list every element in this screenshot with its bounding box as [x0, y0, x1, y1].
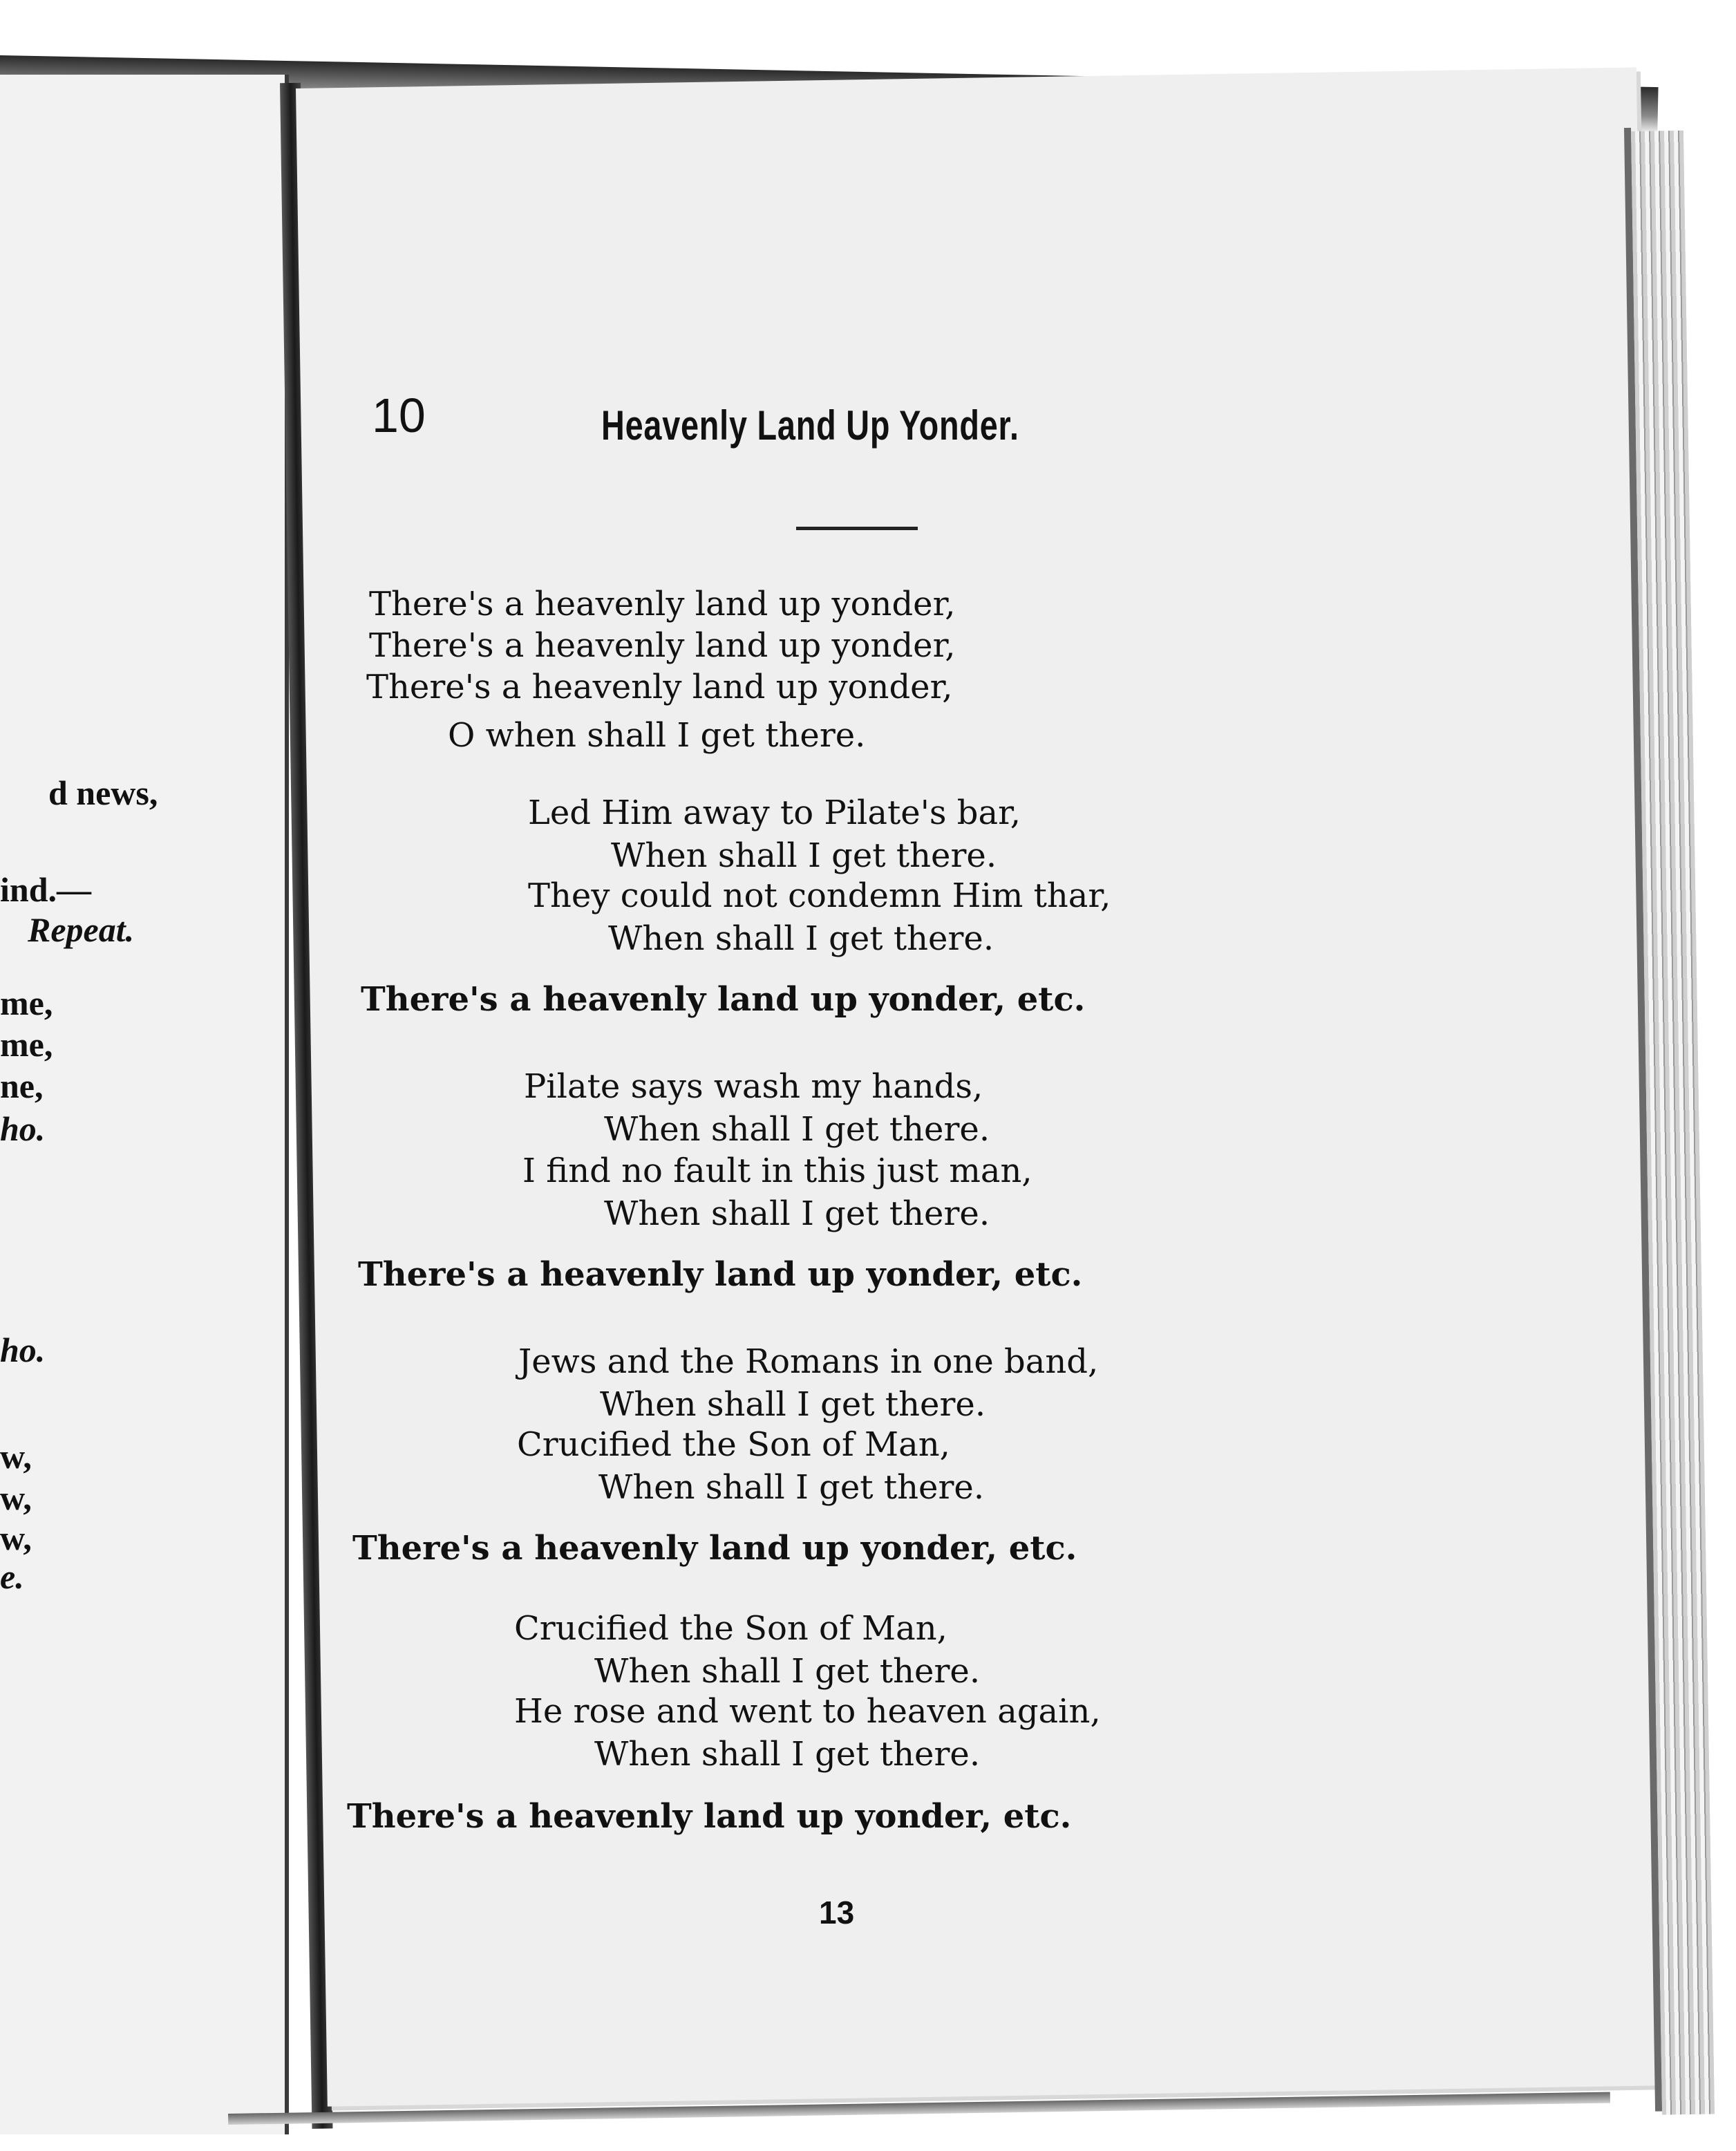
verse-line: Pilate says wash my hands, [524, 1067, 983, 1106]
verse-line: Led Him away to Pilate's bar, [528, 793, 1021, 832]
left-page-fragment: ho. [0, 1109, 46, 1148]
left-page-fragment: me, [0, 984, 53, 1022]
verse-line: When shall I get there. [608, 919, 994, 958]
title-rule [796, 527, 918, 530]
left-page-fragment: Repeat. [28, 910, 135, 949]
verse-line: Jews and the Romans in one band, [518, 1342, 1099, 1381]
verse-line: When shall I get there. [604, 1110, 990, 1149]
left-page-fragment: e. [0, 1557, 24, 1596]
left-page [0, 75, 289, 2134]
left-page-fragment: ind.— [0, 870, 92, 909]
verse-line: He rose and went to heaven again, [514, 1692, 1101, 1731]
left-page-fragment: ne, [0, 1067, 44, 1105]
verse-line: When shall I get there. [594, 1652, 981, 1691]
verse-line: There's a heavenly land up yonder, [366, 668, 953, 706]
verse-line: When shall I get there. [611, 836, 997, 875]
left-page-fragment: w, [0, 1478, 32, 1517]
verse-line: I find no fault in this just man, [522, 1152, 1032, 1190]
left-page-fragment: ho. [0, 1331, 46, 1369]
song-title: Heavenly Land Up Yonder. [601, 402, 1019, 449]
verse-line: There's a heavenly land up yonder, [369, 626, 956, 665]
chorus-line: There's a heavenly land up yonder, etc. [352, 1529, 1077, 1568]
left-page-fragment: me, [0, 1025, 53, 1064]
verse-line: There's a heavenly land up yonder, [369, 585, 956, 623]
verse-line: Crucified the Son of Man, [517, 1425, 950, 1464]
verse-line: When shall I get there. [594, 1735, 981, 1774]
chorus-line: There's a heavenly land up yonder, etc. [347, 1797, 1072, 1836]
chorus-line: There's a heavenly land up yonder, etc. [361, 980, 1086, 1019]
verse-line: They could not condemn Him thar, [528, 876, 1111, 915]
left-page-fragment: d news, [48, 773, 158, 812]
verse-line: O when shall I get there. [448, 716, 866, 755]
verse-line: When shall I get there. [604, 1194, 990, 1233]
page-number: 10 [372, 388, 426, 442]
footer-number: 13 [819, 1895, 855, 1931]
verse-line: Crucified the Son of Man, [514, 1609, 947, 1648]
chorus-line: There's a heavenly land up yonder, etc. [358, 1255, 1083, 1294]
left-page-fragment: w, [0, 1437, 32, 1476]
verse-line: When shall I get there. [600, 1385, 986, 1424]
left-page-fragment: w, [0, 1519, 32, 1557]
verse-line: When shall I get there. [598, 1468, 985, 1507]
